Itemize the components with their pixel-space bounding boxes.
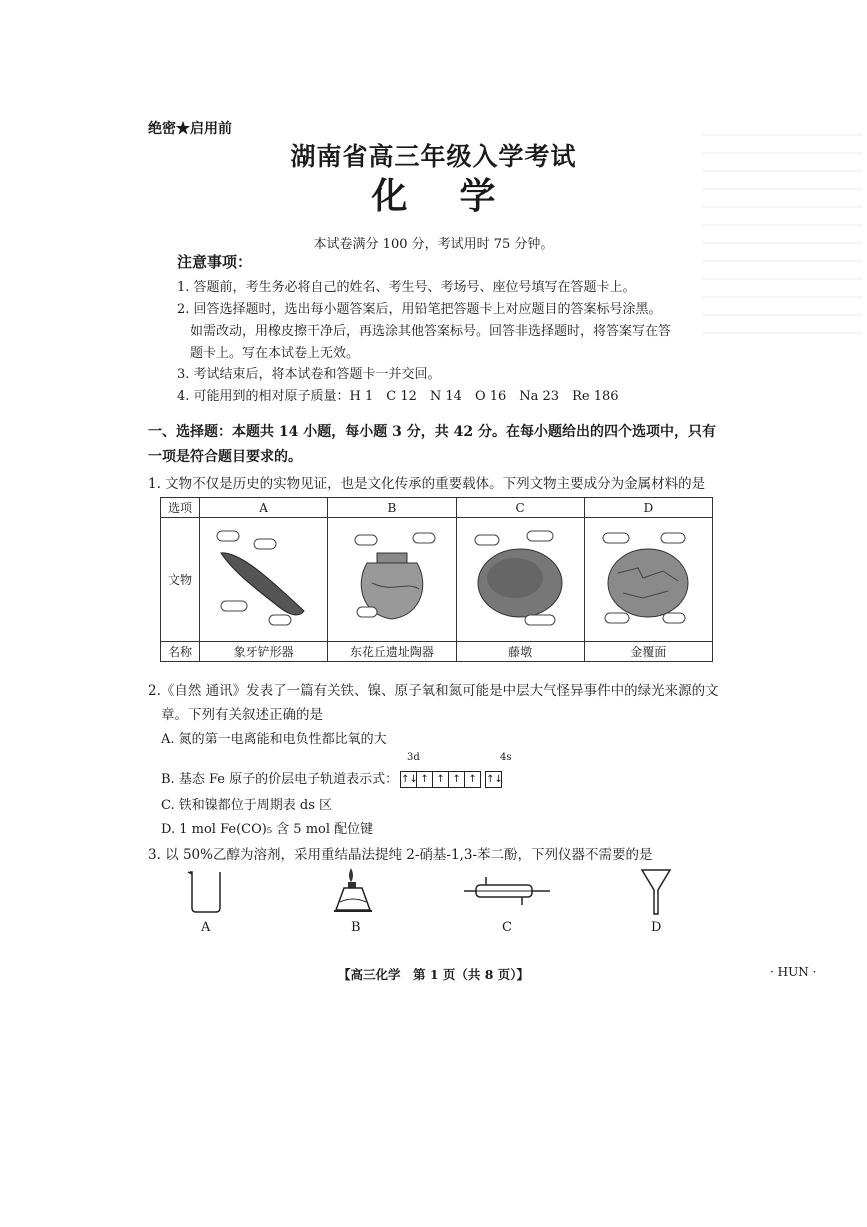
q3-option-a: A (201, 920, 211, 935)
orbital-3d-1: ↑↓ (401, 774, 418, 785)
notice-item-2: 2. 回答选择题时，选出每小题答案后，用铅笔把答题卡上对应题目的答案标号涂黑。 (177, 302, 662, 317)
artifact-name-d: 金覆面 (584, 642, 712, 662)
notice-item-4: 4. 可能用到的相对原子质量：H 1 C 12 N 14 O 16 Na 23 Re 186 (177, 389, 619, 404)
q2-option-a: A. 氮的第一电离能和电负性都比氧的大 (161, 732, 387, 747)
orbital-3d-3: ↑ (433, 772, 449, 787)
q1-artifact-table (160, 497, 713, 662)
q2-option-d: D. 1 mol Fe(CO)₅ 含 5 mol 配位键 (161, 822, 374, 837)
artifact-name-b: 东花丘遗址陶器 (328, 642, 456, 662)
region-code: · HUN · (770, 965, 817, 979)
label-3d: 3d (407, 752, 420, 763)
orbital-3d-4: ↑ (449, 772, 465, 787)
table-header-name: 名称 (161, 642, 200, 662)
artifact-image-b (328, 518, 456, 642)
page-footer: 【高三化学 第 1 页（共 8 页）】 (337, 967, 530, 982)
notice-item-3: 3. 考试结束后，将本试卷和答题卡一并交回。 (177, 367, 441, 382)
artifact-name-a: 象牙铲形器 (200, 642, 328, 662)
q3-stem: 3. 以 50%乙醇为溶剂，采用重结晶法提纯 2-硝基-1,3-苯二酚，下列仪器不需要的是 (148, 847, 653, 863)
option-a-label: A (200, 498, 328, 518)
orbital-4s-1: ↑↓ (486, 774, 503, 785)
orbital-3d-5: ↑ (468, 774, 477, 785)
q2-stem-line1: 2.《自然 通讯》发表了一篇有关铁、镍、原子氧和氮可能是中层大气怪异事件中的绿光来源的文 (148, 683, 719, 699)
exam-meta: 本试卷满分 100 分，考试用时 75 分钟。 (313, 237, 554, 252)
option-c-label: C (456, 498, 584, 518)
notice-item-2-cont2: 题卡上。写在本试卷上无效。 (190, 346, 360, 361)
q1-stem: 1. 文物不仅是历史的实物见证，也是文化传承的重要载体。下列文物主要成分为金属材料的是 (148, 476, 706, 492)
q2-option-b-text: B. 基态 Fe 原子的价层电子轨道表示式： (161, 772, 399, 787)
table-header-option: 选项 (161, 498, 200, 518)
q2-option-b (161, 768, 502, 788)
orbital-3d-2: ↑ (417, 772, 433, 787)
condenser-icon (462, 874, 552, 908)
artifact-image-a (200, 518, 328, 642)
orbital-4s-box (485, 771, 502, 788)
q2-stem-line2: 章。下列有关叙述正确的是 (161, 707, 323, 723)
artifact-image-d (584, 518, 712, 642)
confidential-mark: 绝密★启用前 (148, 121, 232, 137)
label-4s: 4s (500, 752, 512, 763)
q3-option-b: B (351, 920, 361, 935)
subject-title: 化学 (371, 175, 548, 217)
option-d-label: D (584, 498, 712, 518)
q3-option-d: D (651, 920, 662, 935)
q2-option-c: C. 铁和镍都位于周期表 ds 区 (161, 798, 333, 813)
notice-item-2-cont: 如需改动，用橡皮擦干净后，再选涂其他答案标号。回答非选择题时，将答案写在答 (190, 324, 672, 339)
section-heading: 一、选择题：本题共 14 小题，每小题 3 分，共 42 分。在每小题给出的四个选项中，只有一项是符合题目要求的。 (148, 424, 716, 465)
exam-title: 湖南省高三年级入学考试 (290, 142, 577, 171)
alcohol-lamp-icon (330, 866, 376, 916)
option-b-label: B (328, 498, 456, 518)
notice-item-1: 1. 答题前，考生务必将自己的姓名、考生号、考场号、座位号填写在答题卡上。 (177, 280, 636, 295)
q3-option-c: C (502, 920, 512, 935)
notice-heading: 注意事项： (177, 253, 253, 271)
funnel-icon (640, 866, 672, 916)
table-header-artifact: 文物 (161, 518, 200, 642)
artifact-image-c (456, 518, 584, 642)
beaker-icon (186, 868, 226, 916)
orbital-3d-box (400, 771, 481, 788)
artifact-name-c: 藤墩 (456, 642, 584, 662)
